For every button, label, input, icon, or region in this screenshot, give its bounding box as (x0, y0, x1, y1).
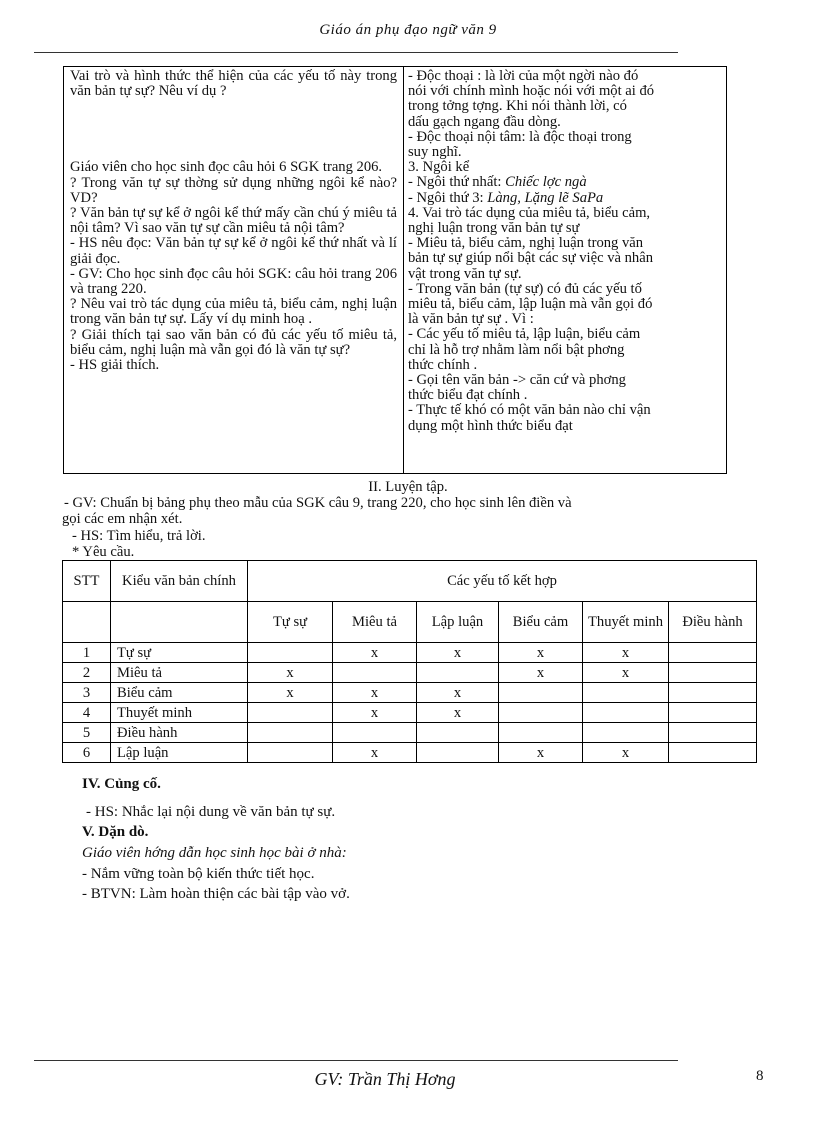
table-row (63, 743, 757, 763)
table-row (63, 723, 757, 743)
left-para: Vai trò và hình thức thể hiện của các yếu tố này trong văn bản tự sự? Nêu ví dụ ? (70, 68, 397, 100)
table-cell (583, 683, 669, 703)
footer-rule (34, 1060, 678, 1061)
right-line: vật trong văn tự sự. (408, 265, 522, 282)
row-name: Thuyết minh (111, 703, 248, 723)
right-line-label: - Ngôi thứ nhất: (408, 174, 506, 191)
table-cell (417, 663, 499, 683)
table-cell (248, 743, 333, 763)
row-stt: 2 (63, 663, 111, 683)
right-line: suy nghĩ. (408, 144, 462, 161)
left-para: ? Nêu vai trò tác dụng của miêu tả, biểu cảm, nghị luận trong văn bản tự sự. Lấy ví dụ minh hoạ . (70, 296, 397, 328)
right-line: trong tởng tợng. Khi nói thành lời, có (408, 98, 627, 115)
work-title: Chiếc lợc ngà (505, 174, 587, 191)
lesson-table (63, 66, 727, 474)
table-cell (248, 723, 333, 743)
content-column (404, 67, 726, 473)
table-cell: x (583, 643, 669, 663)
row-stt: 3 (63, 683, 111, 703)
right-line (408, 175, 720, 190)
homework-intro: Giáo viên hớng dẫn học sinh học bài ở nhà: (82, 845, 347, 861)
page-number: 8 (756, 1068, 764, 1084)
table-cell (333, 723, 417, 743)
right-line: - Gọi tên văn bản -> căn cứ và phơng (408, 372, 626, 389)
left-para: - HS nêu đọc: Văn bản tự sự kể ở ngôi kể thứ nhất và lí giải đọc. (70, 235, 397, 267)
row-stt: 1 (63, 643, 111, 663)
header-combined-elements: Các yếu tố kết hợp (248, 561, 757, 602)
table-cell: x (333, 703, 417, 723)
table-cell (669, 703, 757, 723)
text-type-table (62, 560, 757, 763)
right-line: - Độc thoại : là lời của một ngời nào đó (408, 68, 639, 84)
left-para: Giáo viên cho học sinh đọc câu hỏi 6 SGK trang 206. (70, 159, 383, 176)
row-name: Tự sự (111, 643, 248, 663)
row-name: Lập luận (111, 743, 248, 763)
right-line: - Trong văn bản (tự sự) có đủ các yếu tố (408, 280, 642, 297)
consolidation-heading: IV. Củng cố. (82, 776, 161, 792)
table-subheader-row (63, 602, 757, 643)
table-cell: x (499, 743, 583, 763)
table-cell: x (499, 663, 583, 683)
table-cell: x (417, 643, 499, 663)
table-cell (417, 743, 499, 763)
row-name: Biểu cảm (111, 683, 248, 703)
right-line: 3. Ngôi kể (408, 159, 470, 176)
left-para: ? Văn bản tự sự kể ở ngôi kể thứ mấy cần chú ý miêu tả nội tâm? Vì sao văn tự sự cần miêu tả nội tâm? (70, 205, 397, 237)
row-stt: 6 (63, 743, 111, 763)
row-stt: 4 (63, 703, 111, 723)
spacer (70, 99, 397, 160)
table-row (63, 683, 757, 703)
table-row (63, 643, 757, 663)
column-header: Điều hành (669, 602, 757, 643)
row-name: Điều hành (111, 723, 248, 743)
table-cell: x (417, 703, 499, 723)
table-cell (669, 663, 757, 683)
left-para: - HS giải thích. (70, 357, 160, 374)
table-cell (669, 743, 757, 763)
table-cell: x (333, 683, 417, 703)
table-cell: x (248, 663, 333, 683)
left-para: ? Giải thích tại sao văn bản có đủ các yếu tố miêu tả, biểu cảm, nghị luận mà vẫn gọi đó là văn tự sự? (70, 326, 397, 358)
header-rule (34, 52, 678, 53)
table-cell (669, 643, 757, 663)
table-cell (499, 723, 583, 743)
header-cell (63, 602, 111, 643)
homework-heading: V. Dặn dò. (82, 824, 149, 840)
homework-item: - Nắm vững toàn bộ kiến thức tiết học. (82, 866, 315, 882)
right-line: - Độc thoại nội tâm: là độc thoại trong (408, 128, 632, 145)
right-line: - Các yếu tố miêu tả, lập luận, biểu cảm (408, 326, 641, 343)
consolidation-hs-line: - HS: Nhắc lại nội dung về văn bản tự sự. (86, 804, 336, 820)
practice-hs-line: - HS: Tìm hiểu, trả lời. (72, 528, 206, 544)
column-header: Tự sự (248, 602, 333, 643)
right-line: - Miêu tả, biểu cảm, nghị luận trong văn (408, 235, 644, 252)
table-cell (583, 723, 669, 743)
right-line: miêu tả, biểu cảm, lập luận mà vẫn gọi đó (408, 296, 653, 313)
right-line: thức chính . (408, 356, 478, 373)
table-cell: x (417, 683, 499, 703)
table-cell (417, 723, 499, 743)
table-cell (248, 643, 333, 663)
table-cell: x (248, 683, 333, 703)
column-header: Biểu cảm (499, 602, 583, 643)
practice-gv-line2: gọi các em nhận xét. (62, 511, 183, 527)
column-header: Miêu tả (333, 602, 417, 643)
right-line: bản tự sự giúp nổi bật các sự việc và nhân (408, 250, 654, 267)
table-cell (499, 683, 583, 703)
header-cell (111, 602, 248, 643)
table-cell: x (499, 643, 583, 663)
practice-heading: II. Luyện tập. (368, 479, 448, 495)
footer-author: GV: Trần Thị Hơng (314, 1069, 456, 1089)
table-cell (583, 703, 669, 723)
table-cell: x (333, 743, 417, 763)
table-header-row (63, 561, 757, 602)
table-cell: x (583, 663, 669, 683)
page-header-title: Giáo án phụ đạo ngữ văn 9 (319, 22, 497, 38)
practice-requirement: * Yêu cầu. (72, 544, 135, 560)
teacher-activity-column (64, 67, 404, 473)
column-header: Lập luận (417, 602, 499, 643)
right-line-label: - Ngôi thứ 3: (408, 189, 488, 206)
header-text-type: Kiểu văn bản chính (111, 561, 248, 602)
table-cell (669, 723, 757, 743)
row-stt: 5 (63, 723, 111, 743)
left-para: ? Trong văn tự sự thờng sử dụng những ngôi kể nào? VD? (70, 174, 397, 206)
table-cell (248, 703, 333, 723)
right-line: nghị luận trong văn bản tự sự (408, 220, 580, 237)
column-header: Thuyết minh (583, 602, 669, 643)
table-row (63, 703, 757, 723)
work-title: Làng, Lặng lẽ SaPa (487, 189, 604, 206)
table-cell (333, 663, 417, 683)
right-line: nói với chính mình hoặc nói với một ai đó (408, 83, 655, 100)
header-stt: STT (63, 561, 111, 602)
right-line: - Thực tế khó có một văn bản nào chỉ vận (408, 402, 651, 419)
practice-gv-line: - GV: Chuẩn bị bảng phụ theo mẫu của SGK câu 9, trang 220, cho học sinh lên điền và (64, 495, 572, 511)
right-line: dấu gạch ngang đầu dòng. (408, 113, 561, 130)
right-line: dụng một hình thức biểu đạt (408, 417, 573, 434)
right-line: thức biểu đạt chính . (408, 387, 528, 404)
left-para: - GV: Cho học sinh đọc câu hỏi SGK: câu hỏi trang 206 và trang 220. (70, 265, 397, 298)
homework-item: - BTVN: Làm hoàn thiện các bài tập vào vở. (82, 886, 350, 902)
right-line: chỉ là hỗ trợ nhằm làm nổi bật phơng (408, 341, 625, 358)
table-cell (499, 703, 583, 723)
table-row (63, 663, 757, 683)
right-line (408, 191, 720, 206)
right-line: là văn bản tự sự . Vì : (408, 311, 534, 328)
table-cell: x (583, 743, 669, 763)
table-cell (669, 683, 757, 703)
table-cell: x (333, 643, 417, 663)
right-line: 4. Vai trò tác dụng của miêu tả, biểu cảm, (408, 204, 651, 221)
row-name: Miêu tả (111, 663, 248, 683)
